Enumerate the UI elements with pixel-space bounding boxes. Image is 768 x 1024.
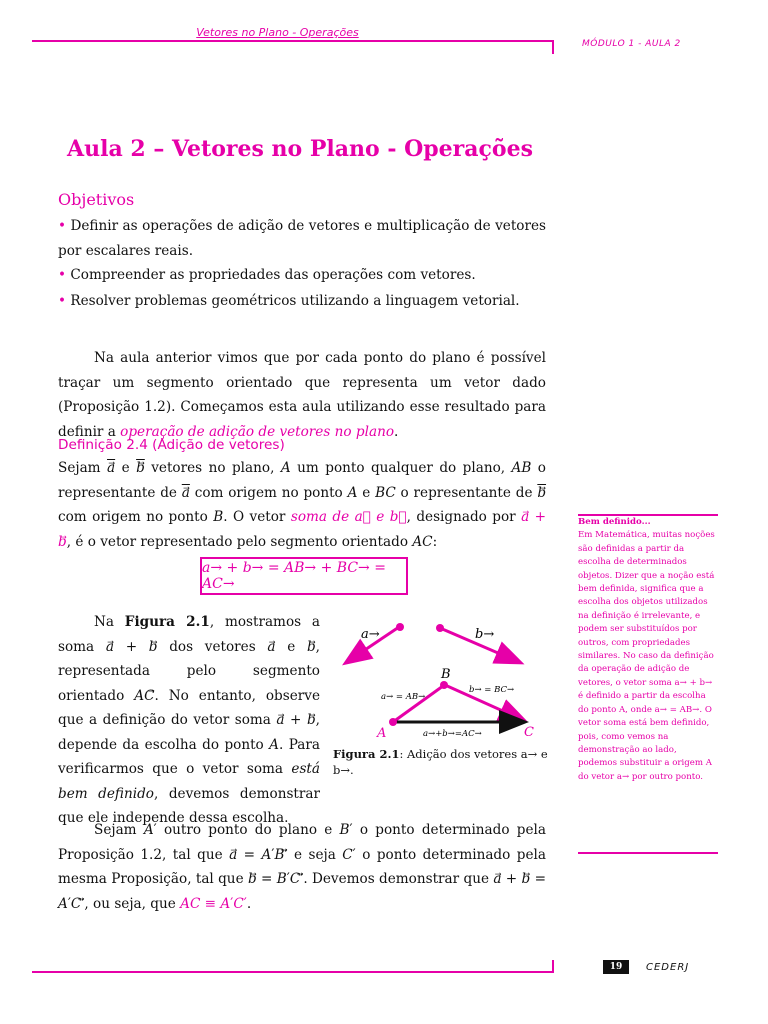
footer-brand: CEDERJ <box>646 962 690 973</box>
objective-item-1: • Definir as operações de adição de vetores e multiplicação de vetores por escalares reais. <box>58 218 546 259</box>
definition-formula: a→ + b→ = AB→ + BC→ = AC→ <box>200 557 408 595</box>
sidebar-title: Bem definido... <box>578 517 651 527</box>
vector-a-origin <box>396 623 404 631</box>
label-eq-bc: b→ = BC→ <box>469 685 515 695</box>
footer-rule-tick <box>552 960 554 973</box>
page-number: 19 <box>603 960 629 974</box>
figure-caption: Figura 2.1: Adição dos vetores a→ e b→. <box>333 747 548 777</box>
label-vector-a: a→ <box>361 627 380 642</box>
bullet-icon: • <box>58 293 67 309</box>
label-eq-sum: a→+b→=AC→ <box>423 729 482 739</box>
header-module: MÓDULO 1 - AULA 2 <box>582 39 681 49</box>
sidebar-text: Em Matemática, muitas noções são definidas a partir da escolha de determinados objetos. Dizer que a noção está bem definida, significa que a escolha dos objetos utilizados na definição é irrelevante, e podem ser substituídos por outros, com propriedades similares. No caso da definição da operação de adição de vetores, o vetor soma a→ + b→ é definido a partir da escolha do ponto A, onde a→ = AB→. O vetor soma está bem definido, pois, como vemos na demonstração ao lado, podemos substituir a origem A do vetor a→ por outro ponto. <box>578 530 715 782</box>
definition-title: Definição 2.4 (Adição de vetores) <box>58 437 285 453</box>
point-b <box>440 681 448 689</box>
figure-paragraph: Na Figura 2.1, mostramos a soma a⃗ + b⃗ dos vetores a⃗ e b⃗, representada pelo segmento orientado AC⃗. No entanto, observe que a definição do vetor soma a⃗ + b⃗, depende da escolha do ponto A. Para verificarmos que o vetor soma está bem definido, devemos demonstrar que ele independe dessa escolha. <box>58 614 320 826</box>
final-paragraph: Sejam A′ outro ponto do plano e B′ o ponto determinado pela Proposição 1.2, tal que a⃗ = A′B′⃗ e seja C′ o ponto determinado pela mesma Proposição, tal que b⃗ = B′C′⃗. Devemos demonstrar que a⃗ + b⃗ = A′C′⃗, ou seja, que AC ≡ A′C′. <box>58 822 546 912</box>
sidebar-bottom-rule <box>578 852 718 854</box>
bullet-icon: • <box>58 267 67 283</box>
label-point-b: B <box>441 667 451 682</box>
definition-paragraph: Sejam $\overline{a}⃗$ e $\overline{b}⃗$ vetores no plano, A um ponto qualquer do plano, AB o representante de $\overline{a}⃗$ com origem no ponto A e BC o representante de $\overline{b}$ com origem no ponto B. O vetor soma de a⃗ e b⃗, designado por a⃗ + b, é o vetor representado pelo segmento orientado AC: <box>58 460 547 550</box>
objective-item-2: • Compreender as propriedades das operações com vetores. <box>58 267 476 283</box>
sidebar-note <box>578 516 718 784</box>
intro-paragraph: Na aula anterior vimos que por cada ponto do plano é possível traçar um segmento orientado que representa um vetor dado (Proposição 1.2). Começamos esta aula utilizando esse resultado para definir a operação de adição de vetores no plano. <box>58 350 546 440</box>
label-point-a: A <box>377 726 387 741</box>
point-a <box>389 718 397 726</box>
header-title: Vetores no Plano - Operações <box>196 26 359 39</box>
header-rule <box>32 40 554 42</box>
footer-rule <box>32 971 554 973</box>
label-vector-b: b→ <box>475 627 495 642</box>
objective-item-3: • Resolver problemas geométricos utilizando a linguagem vetorial. <box>58 293 520 309</box>
label-eq-ab: a→ = AB→ <box>381 692 426 702</box>
figure-vectors <box>333 610 551 745</box>
header-rule-tick <box>552 40 554 54</box>
page-title: Aula 2 – Vetores no Plano - Operações <box>67 136 533 162</box>
intro-highlight: operação de adição de vetores no plano <box>120 423 395 440</box>
vector-b-origin <box>436 624 444 632</box>
objectives-heading: Objetivos <box>58 190 135 209</box>
bullet-icon: • <box>58 218 67 234</box>
label-point-c: C <box>524 725 534 740</box>
